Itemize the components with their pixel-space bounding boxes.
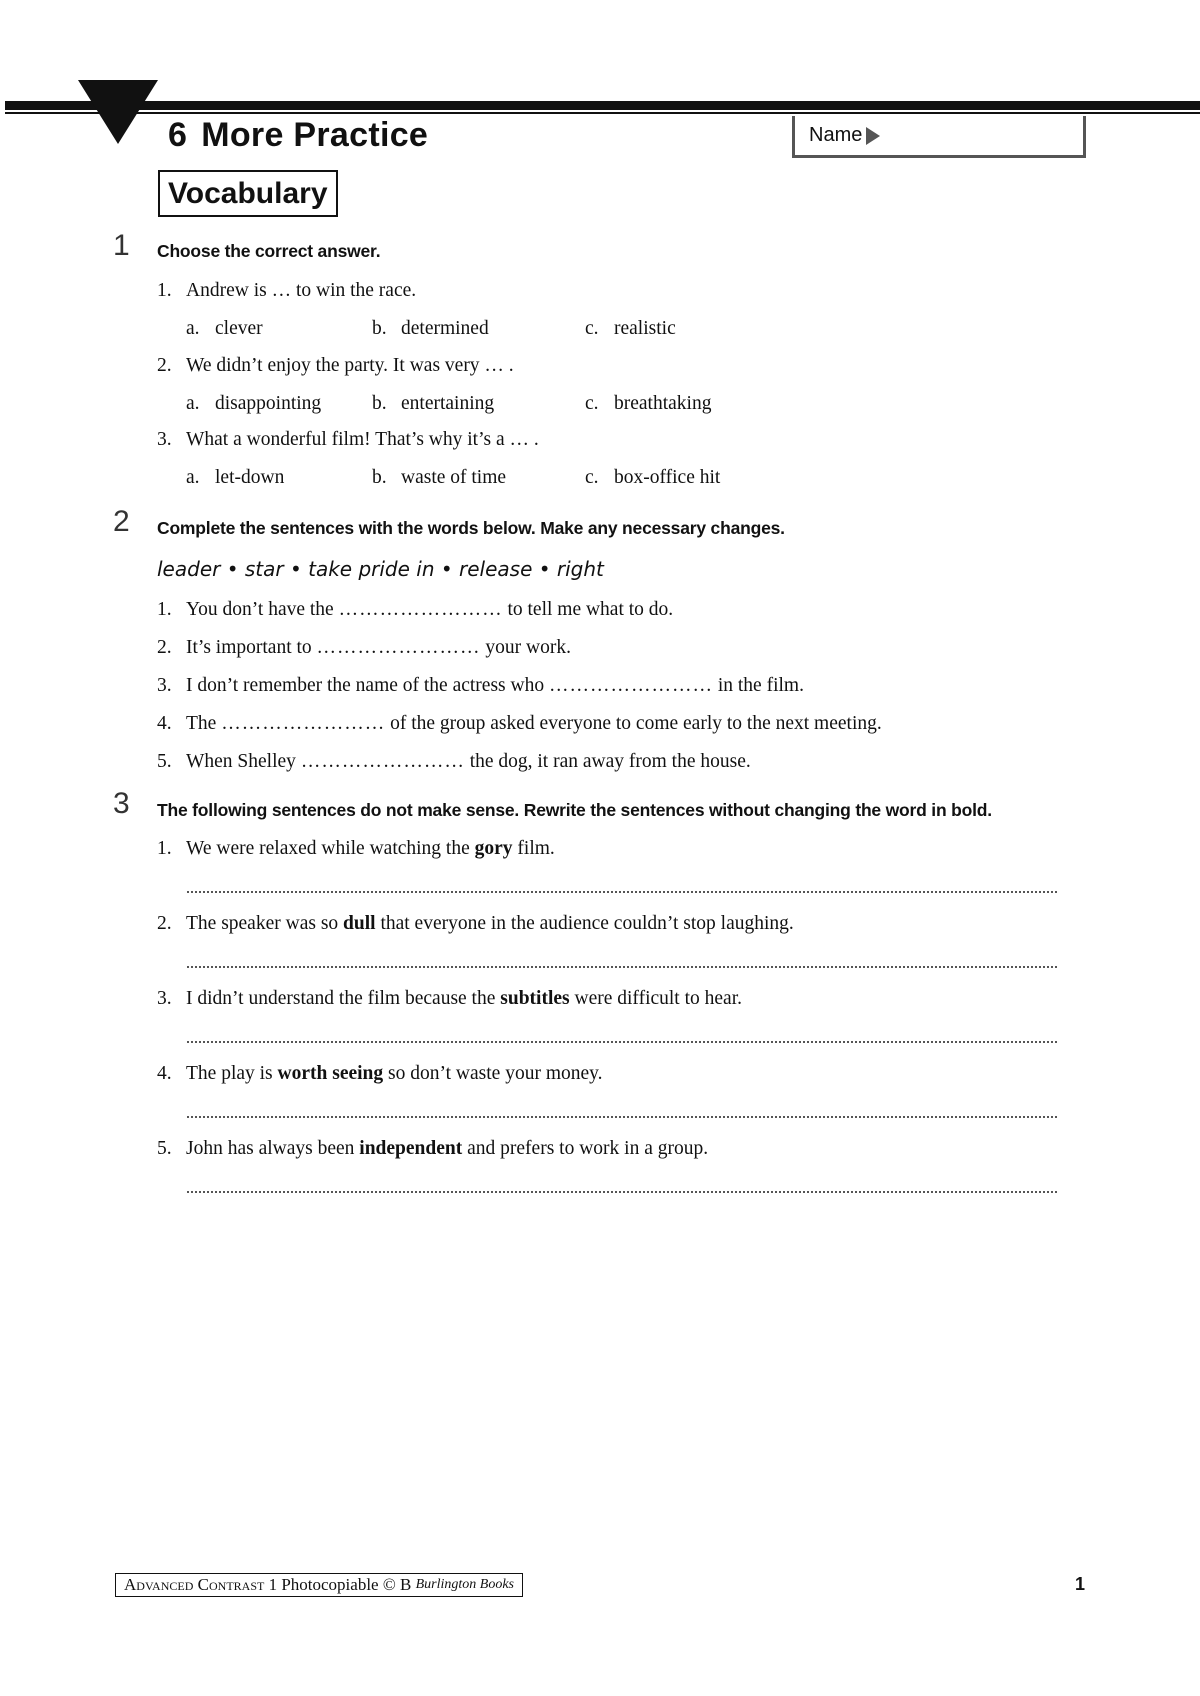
- word-bank: leader • star • take pride in • release • right: [157, 557, 604, 581]
- question-number: 1.: [157, 280, 172, 301]
- option-c[interactable]: c. realistic: [585, 318, 676, 339]
- ex3-sentence-3: 3. I didn’t understand the film because the subtitles were difficult to hear.: [157, 988, 742, 1009]
- unit-title: More Practice: [201, 115, 429, 154]
- footer-brand: Burlington Books: [415, 1577, 514, 1592]
- answer-blank[interactable]: ……………………: [316, 637, 481, 658]
- bold-word: subtitles: [500, 988, 570, 1009]
- page-title: [168, 112, 428, 158]
- exercise-2-number: 2: [113, 505, 130, 538]
- option-b[interactable]: b. waste of time: [372, 467, 507, 488]
- ex2-sentence-2: 2. It’s important to …………………… your work.: [157, 637, 571, 658]
- ex2-sentence-5: 5. When Shelley …………………… the dog, it ran away from the house.: [157, 751, 751, 772]
- question-text: Andrew is … to win the race.: [186, 280, 417, 301]
- question-number: 2.: [157, 355, 172, 376]
- option-c[interactable]: c. box-office hit: [585, 467, 721, 488]
- exercise-1-number: 1: [113, 229, 130, 262]
- bold-word: dull: [343, 913, 376, 934]
- page-number: 1: [1075, 1574, 1086, 1594]
- option-b[interactable]: b. entertaining: [372, 393, 495, 414]
- answer-line[interactable]: [187, 891, 1057, 893]
- bold-word: gory: [474, 838, 513, 859]
- question-number: 3.: [157, 429, 172, 450]
- footer-copyright-mark: © B: [382, 1575, 412, 1594]
- option-a[interactable]: a. disappointing: [186, 393, 322, 414]
- ex2-sentence-4: 4. The …………………… of the group asked everyone to come early to the next meeting.: [157, 713, 882, 734]
- answer-line[interactable]: [187, 1116, 1057, 1118]
- exercise-1-instruction: Choose the correct answer.: [157, 241, 381, 261]
- ex1-question-3: [157, 429, 539, 451]
- ex1-question-1: [157, 280, 416, 302]
- ex3-sentence-2: 2. The speaker was so dull that everyone in the audience couldn’t stop laughing.: [157, 913, 794, 934]
- option-b[interactable]: b. determined: [372, 318, 489, 339]
- unit-number: 6: [168, 115, 188, 154]
- ex2-sentence-3: 3. I don’t remember the name of the actress who …………………… in the film.: [157, 675, 804, 696]
- answer-blank[interactable]: ……………………: [300, 751, 465, 772]
- question-text: We didn’t enjoy the party. It was very … .: [186, 355, 514, 376]
- option-c[interactable]: c. breathtaking: [585, 393, 712, 414]
- answer-line[interactable]: [187, 966, 1057, 968]
- exercise-2-instruction: Complete the sentences with the words below. Make any necessary changes.: [157, 518, 785, 538]
- header-bar: [5, 101, 1200, 110]
- name-label: Name: [809, 124, 863, 146]
- option-a[interactable]: a. let-down: [186, 467, 285, 488]
- ex1-question-2: [157, 355, 514, 377]
- answer-blank[interactable]: ……………………: [221, 713, 386, 734]
- name-field[interactable]: [792, 116, 1086, 158]
- footer-copyright: [115, 1573, 523, 1597]
- ex3-sentence-1: 1. We were relaxed while watching the gory film.: [157, 838, 555, 859]
- answer-line[interactable]: [187, 1041, 1057, 1043]
- footer-photocopiable: Photocopiable: [281, 1575, 379, 1594]
- footer-series: Advanced Contrast 1: [124, 1575, 278, 1594]
- bold-word: worth seeing: [277, 1063, 384, 1084]
- ex3-sentence-4: 4. The play is worth seeing so don’t waste your money.: [157, 1063, 603, 1084]
- exercise-3-instruction: The following sentences do not make sense. Rewrite the sentences without changing the word in bold.: [157, 800, 992, 820]
- option-a[interactable]: a. clever: [186, 318, 263, 339]
- answer-blank[interactable]: ……………………: [548, 675, 713, 696]
- answer-line[interactable]: [187, 1191, 1057, 1193]
- question-text: What a wonderful film! That’s why it’s a … .: [186, 429, 539, 450]
- exercise-3-number: 3: [113, 787, 130, 820]
- ex3-sentence-5: 5. John has always been independent and prefers to work in a group.: [157, 1138, 709, 1159]
- arrow-right-icon: [866, 127, 880, 145]
- bold-word: independent: [359, 1138, 463, 1159]
- answer-blank[interactable]: ……………………: [338, 599, 503, 620]
- corner-triangle-icon: [78, 80, 158, 144]
- section-title: Vocabulary: [158, 170, 338, 217]
- ex2-sentence-1: 1. You don’t have the …………………… to tell me what to do.: [157, 599, 674, 620]
